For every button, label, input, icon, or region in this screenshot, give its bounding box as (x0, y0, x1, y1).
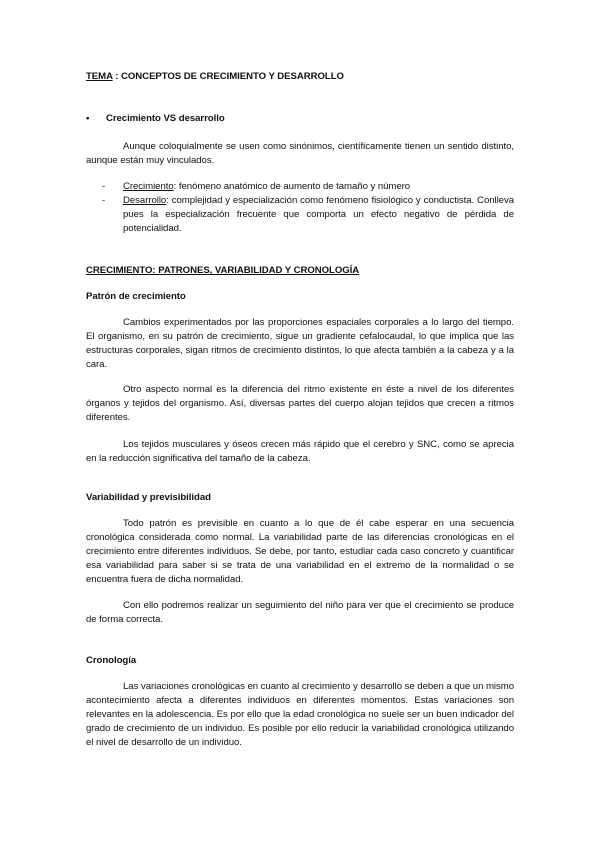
variabilidad-heading: Variabilidad y previsibilidad (86, 492, 211, 503)
definition-crecimiento: : fenómeno anatómico de aumento de tamaño y número (173, 181, 411, 192)
list-item-crecimiento (102, 180, 514, 194)
section2-heading: CRECIMIENTO: PATRONES, VARIABILIDAD Y CRONOLOGÍA (86, 265, 360, 276)
title-separator: : (112, 71, 122, 82)
section1-list (102, 180, 514, 236)
term-desarrollo: Desarrollo (123, 195, 167, 206)
section1-heading-row (86, 112, 225, 126)
patron-paragraph-2: Otro aspecto normal es la diferencia del ritmo existente en éste a nivel de los diferentes órganos y tejidos del organismo. Así, diversas partes del cuerpo alojan tejidos que crecen a ritmos diferentes. (86, 384, 514, 423)
cronologia-paragraph-1: Las variaciones cronológicas en cuanto al crecimiento y desarrollo se deben a que un mismo acontecimiento afecta a diferentes individuos en diferentes momentos. Estas variaciones son relevantes en la adolescencia. Es por ello que la edad cronológica no suele ser un buen indicador del grado de crecimiento de un individuo. Es posible por ello reducir la variabilidad cronológica utilizando el nivel de desarrollo de un individuo. (86, 681, 514, 748)
term-crecimiento: Crecimiento (123, 181, 174, 192)
variabilidad-paragraph-2: Con ello podremos realizar un seguimiento del niño para ver que el crecimiento se produce de forma correcta. (86, 600, 514, 625)
section1-heading: Crecimiento VS desarrollo (105, 113, 225, 124)
patron-paragraph-1: Cambios experimentados por las proporciones espaciales corporales a lo largo del tiempo. El organismo, en su patrón de crecimiento, sigue un gradiente cefalocaudal, lo que implica que las estructuras corporales, sigan ritmos de crecimiento distintos, lo que afecta también a la cabeza y a la cara. (86, 317, 514, 370)
title-label: TEMA (86, 71, 113, 82)
list-item-desarrollo (102, 194, 514, 236)
cronologia-heading: Cronología (86, 655, 137, 666)
bullet-icon: • (86, 113, 90, 124)
section1-intro: Aunque coloquialmente se usen como sinónimos, científicamente tienen un sentido distinto, aunque están muy vinculados. (86, 141, 514, 166)
patron-heading: Patrón de crecimiento (86, 291, 186, 302)
dash-marker: - (102, 181, 106, 192)
variabilidad-paragraph-1: Todo patrón es previsible en cuanto a lo que de él cabe esperar en una secuencia cronológica considerada como normal. La variabilidad parte de las diferencias cronológicas en el crecimiento entre diferentes individuos. Se debe, por tanto, estudiar cada caso concreto y cuantificar esa variabilidad para saber si se trata de una variabilidad en el extremo de la normalidad o se encuentra fuera de dicha normalidad. (86, 518, 514, 585)
definition-desarrollo: : complejidad y especialización como fenómeno fisiológico y conductista. Conlleva pues la especialización frecuente que comporta un efecto negativo de pérdida de potencialidad. (123, 195, 514, 234)
page-title (86, 70, 344, 84)
title-text: CONCEPTOS DE CRECIMIENTO Y DESARROLLO (121, 71, 344, 82)
dash-marker: - (102, 195, 106, 206)
patron-paragraph-3: Los tejidos musculares y óseos crecen más rápido que el cerebro y SNC, como se aprecia en la reducción significativa del tamaño de la cabeza. (86, 439, 514, 464)
